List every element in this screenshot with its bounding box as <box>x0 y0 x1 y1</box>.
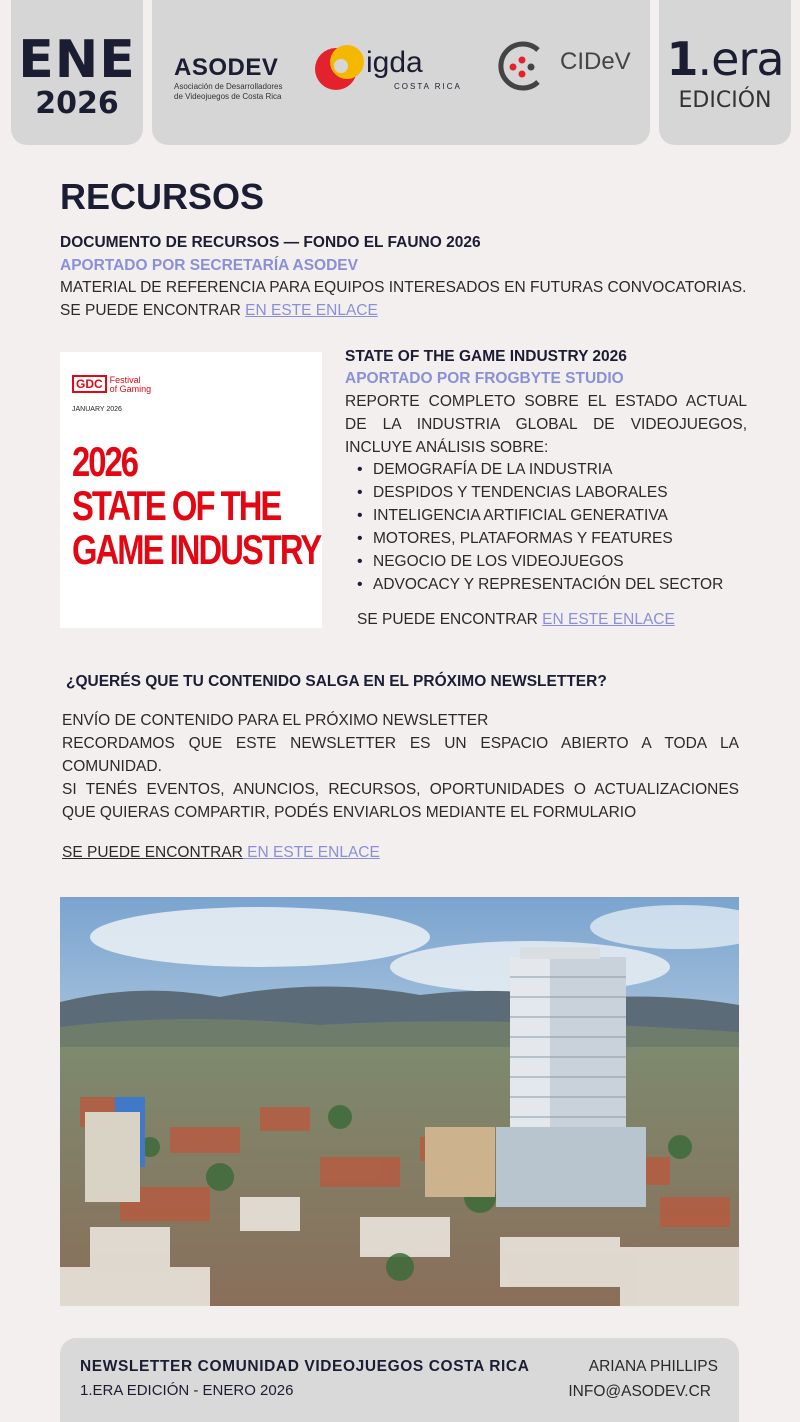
gdc-logo-mark: GDC <box>72 375 107 393</box>
partner-logos-bar <box>152 0 650 145</box>
resource-contributor: APORTADO POR FROGBYTE STUDIO <box>345 370 624 387</box>
cidev-logo <box>492 40 631 96</box>
resource-link[interactable]: EN ESTE ENLACE <box>542 611 675 628</box>
edition-label: EDICIÓN <box>678 88 772 113</box>
igda-logo-name: igda <box>366 46 423 79</box>
issue-date-badge <box>11 0 143 145</box>
cta-heading: ¿QUERÉS QUE TU CONTENIDO SALGA EN EL PRÓXIMO NEWSLETTER? <box>66 673 607 690</box>
footer-edition: 1.ERA EDICIÓN - ENERO 2026 <box>80 1382 294 1399</box>
resource-title: DOCUMENTO DE RECURSOS — FONDO EL FAUNO 2026 <box>60 234 481 251</box>
cta-link-prefix: SE PUEDE ENCONTRAR <box>62 844 243 861</box>
cidev-mark-icon <box>492 40 552 92</box>
cta-line: SI TENÉS EVENTOS, ANUNCIOS, RECURSOS, OPORTUNIDADES O ACTUALIZACIONES QUE QUIERAS COMPARTIR, PODÉS ENVIARLOS MEDIANTE EL FORMULARIO <box>62 781 739 821</box>
cta-body <box>62 709 739 824</box>
gdc-logo-wordmark: Festival of Gaming <box>109 375 152 394</box>
cidev-logo-name: CIDeV <box>560 48 631 75</box>
resource-link-line <box>357 608 675 631</box>
city-skyline-photo <box>60 897 739 1306</box>
asodev-logo-subtitle-1: Asociación de Desarrolladores <box>174 82 283 91</box>
footer-author: ARIANA PHILLIPS <box>588 1358 718 1375</box>
issue-year: 2026 <box>35 86 119 121</box>
cta-line: RECORDAMOS QUE ESTE NEWSLETTER ES UN ESPACIO ABIERTO A TODA LA COMUNIDAD. <box>62 735 739 775</box>
edition-number <box>659 32 791 86</box>
list-item: • INTELIGENCIA ARTIFICIAL GENERATIVA <box>357 504 723 527</box>
list-item: • NEGOCIO DE LOS VIDEOJUEGOS <box>357 550 723 573</box>
edition-number-digit: 1 <box>666 32 698 86</box>
asodev-logo <box>174 54 283 102</box>
resource-title: STATE OF THE GAME INDUSTRY 2026 <box>345 348 627 365</box>
list-item: • DESPIDOS Y TENDENCIAS LABORALES <box>357 481 723 504</box>
resource-description-text: MATERIAL DE REFERENCIA PARA EQUIPOS INTERESADOS EN FUTURAS CONVOCATORIAS. <box>60 279 747 296</box>
list-item: • DEMOGRAFÍA DE LA INDUSTRIA <box>357 458 723 481</box>
edition-badge <box>659 0 791 145</box>
igda-mark-icon <box>314 42 366 92</box>
resource-contributor: APORTADO POR SECRETARÍA ASODEV <box>60 257 358 274</box>
footer-title: NEWSLETTER COMUNIDAD VIDEOJUEGOS COSTA RICA <box>80 1358 530 1375</box>
footer-email[interactable]: INFO@ASODEV.CR <box>568 1383 711 1400</box>
asodev-logo-subtitle-2: de Videojuegos de Costa Rica <box>174 92 282 101</box>
cover-date: JANUARY 2026 <box>72 406 122 413</box>
cta-link-line <box>62 841 380 864</box>
gdc-logo <box>72 376 151 394</box>
list-item: • ADVOCACY Y REPRESENTACIÓN DEL SECTOR <box>357 573 723 596</box>
city-skyline-illustration <box>60 897 739 1306</box>
edition-number-suffix: .era <box>697 32 784 86</box>
cover-title-line: GAME INDUSTRY <box>72 526 321 573</box>
igda-logo <box>314 42 462 96</box>
section-title: RECURSOS <box>60 176 265 217</box>
report-cover-image <box>60 352 322 628</box>
resource-description: REPORTE COMPLETO SOBRE EL ESTADO ACTUAL DE LA INDUSTRIA GLOBAL DE VIDEOJUEGOS, INCLUYE ANÁLISIS SOBRE: <box>345 393 747 456</box>
resource-description <box>60 276 760 322</box>
cover-title-line: 2026 <box>72 438 138 485</box>
issue-month: ENE <box>18 30 136 90</box>
igda-logo-subtitle: COSTA RICA <box>394 82 462 91</box>
resource-link[interactable]: EN ESTE ENLACE <box>245 302 378 319</box>
newsletter-footer <box>60 1338 739 1422</box>
cta-line: ENVÍO DE CONTENIDO PARA EL PRÓXIMO NEWSLETTER <box>62 712 489 729</box>
resource-link-prefix: SE PUEDE ENCONTRAR <box>357 611 543 628</box>
cover-title-line: STATE OF THE <box>72 482 281 529</box>
cta-form-link[interactable]: EN ESTE ENLACE <box>242 844 380 861</box>
cover-title <box>72 440 320 572</box>
resource-link-prefix: SE PUEDE ENCONTRAR <box>60 302 246 319</box>
asodev-logo-name: ASODEV <box>174 54 279 81</box>
topics-list <box>357 458 723 596</box>
list-item: • MOTORES, PLATAFORMAS Y FEATURES <box>357 527 723 550</box>
